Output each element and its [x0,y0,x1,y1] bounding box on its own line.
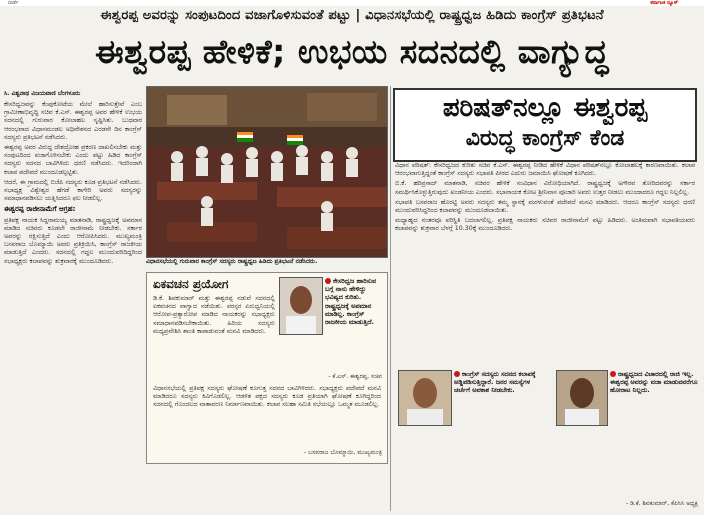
publication-label: ಕರ್ನಾಟಕ ನ್ಯೂಸ್ [650,0,678,6]
ekavachana-box [146,272,388,464]
shivakumar-portrait [556,370,608,426]
left-column [4,101,142,511]
paragraph: ಸಭಾಪತಿ ಬಸವರಾಜ ಹೊರಟ್ಟಿ ಅವರು ಸದಸ್ಯರು ತಮ್ಮ ಸ್ಥಾನಕ್ಕೆ ಮರಳುವಂತೆ ಪದೇಪದೆ ಮನವಿ ಮಾಡಿದರು. ಆದರೂ ಕಾಂಗ್ರೆಸ್ ಸದಸ್ಯರು ಧರಣಿ ಮುಂದುವರಿಸಿದ್ದರಿಂದ ಕಲಾಪವನ್ನು ಮುಂದೂಡಲಾಯಿತು. [395,198,695,215]
assembly-photo-graphic [147,87,387,257]
quote-text: ರಾಷ್ಟ್ರಧ್ವಜದ ವಿಚಾರದಲ್ಲಿ ರಾಜಿ ಇಲ್ಲ. ಈಶ್ವರಪ್ಪ ಅವರನ್ನು ವಜಾ ಮಾಡುವವರೆಗೂ ಹೋರಾಟ ನಿಲ್ಲದು. [610,370,698,395]
paragraph: ಕೇಸರಿಧ್ವಜವನ್ನು ಕೆಂಪುಕೋಟೆಯ ಮೇಲೆ ಹಾರಿಸುತ್ತೇವೆ ಎಂಬ ಗ್ರಾಮೀಣಾಭಿವೃದ್ಧಿ ಸಚಿವ ಕೆ.ಎಸ್. ಈಶ್ವರಪ್ಪ ಅವರ ಹೇಳಿಕೆ ಉಭಯ ಸದನದಲ್ಲಿ ಗುರುವಾರ ಕೋಲಾಹಲ ಸೃಷ್ಟಿಸಿತು. ಬುಧವಾರ ಆರಂಭವಾದ ವಿಧಾನಮಂಡಲ ಅಧಿವೇಶನದ ಎರಡನೇ ದಿನ ಕಾಂಗ್ರೆಸ್ ಸದಸ್ಯರು ಪ್ರತಿಭಟನೆ ನಡೆಸಿದರು. [4,101,142,141]
paragraph: ಪ್ರತಿಪಕ್ಷ ನಾಯಕ ಸಿದ್ದರಾಮಯ್ಯ ಮಾತನಾಡಿ, ರಾಷ್ಟ್ರಧ್ವಜಕ್ಕೆ ಅಪಮಾನ ಮಾಡಿದ ಸಚಿವರು ಕೂಡಲೇ ರಾಜೀನಾಮೆ ನೀಡಬೇಕು. ಸರ್ಕಾರ ಅವರನ್ನು ರಕ್ಷಿಸುತ್ತಿದೆ ಎಂದು ಆರೋಪಿಸಿದರು. ಮುಖ್ಯಮಂತ್ರಿ ಬಸವರಾಜ ಬೊಮ್ಮಾಯಿ ಅವರು ಪ್ರತಿಕ್ರಿಯಿಸಿ, ಕಾಂಗ್ರೆಸ್ ರಾಜಕೀಯ ಮಾಡುತ್ತಿದೆ ಎಂದರು. ಸದನದಲ್ಲಿ ಗದ್ದಲ ಮುಂದುವರಿದಿದ್ದರಿಂದ ಸಭಾಧ್ಯಕ್ಷರು ಕಲಾಪವನ್ನು ಶುಕ್ರವಾರಕ್ಕೆ ಮುಂದೂಡಿದರು. [4,216,142,265]
column-divider [390,86,391,511]
paragraph: ಆದರೆ, ಈ ಗ್ರಾಮದಲ್ಲಿ ಬಿಜೆಪಿ ಸದಸ್ಯರು ಕೂಡ ಪ್ರತಿಭಟನೆ ನಡೆಸಿದರು. ಸಭಾಧ್ಯಕ್ಷ ವಿಶ್ವೇಶ್ವರ ಹೆಗಡೆ ಕಾಗೇರಿ ಅವರು ಸದಸ್ಯರನ್ನು ಸಮಾಧಾನಪಡಿಸಲು ಯತ್ನಿಸಿದರೂ ಫಲ ನೀಡಲಿಲ್ಲ. [4,178,142,203]
photo-caption: ವಿಧಾನಸಭೆಯಲ್ಲಿ ಗುರುವಾರ ಕಾಂಗ್ರೆಸ್ ಸದಸ್ಯರು ರಾಷ್ಟ್ರಧ್ವಜ ಹಿಡಿದು ಪ್ರತಿಭಟನೆ ನಡೆಸಿದರು. [146,258,318,265]
portrait-graphic [280,278,322,334]
kicker-line: ಈಶ್ವರಪ್ಪ ಅವರನ್ನು ಸಂಪುಟದಿಂದ ವಜಾಗೊಳಿಸುವಂತೆ ಪಟ್ಟು | ವಿಧಾನಸಭೆಯಲ್ಲಿ ರಾಷ್ಟ್ರಧ್ವಜ ಹಿಡಿದು ಕಾಂಗ್ರೆಸ್ ಪ್ರತಿಭಟನೆ [100,8,604,23]
quote-bullet-icon [610,371,616,377]
inline-subhead: ಈಶ್ವರಪ್ಪ ರಾಜೀನಾಮೆಗೆ ಆಗ್ರಹ: [4,205,76,214]
paragraph: ಈಶ್ವರಪ್ಪ ಅವರ ವಿರುದ್ಧ ದೇಶದ್ರೋಹ ಪ್ರಕರಣ ದಾಖಲಿಸಬೇಕು ಮತ್ತು ಸಂಪುಟದಿಂದ ವಜಾಗೊಳಿಸಬೇಕು ಎಂದು ಪಟ್ಟು ಹಿಡಿದ ಕಾಂಗ್ರೆಸ್ ಸದಸ್ಯರು ಸದನದ ಬಾವಿಗಿಳಿದು ಧರಣಿ ನಡೆಸಿದರು. ಇದರಿಂದಾಗಿ ಕಲಾಪ ಪದೇಪದೆ ಮುಂದೂಡಲ್ಪಟ್ಟಿತು. [4,144,142,176]
mid-text: ವಿಧಾನಸಭೆಯಲ್ಲಿ ಪ್ರತಿಪಕ್ಷ ಸದಸ್ಯರು ಘೋಷಣೆ ಕೂಗುತ್ತ ಸದನದ ಬಾವಿಗಿಳಿದರು. ಸಭಾಧ್ಯಕ್ಷರು ಪದೇಪದೆ ಮನವಿ ಮಾಡಿದರೂ ಸದಸ್ಯರು ಕಿವಿಗೊಡಲಿಲ್ಲ. ಆಡಳಿತ ಪಕ್ಷದ ಸದಸ್ಯರು ಕೂಡ ಪ್ರತಿಯಾಗಿ ಘೋಷಣೆ ಕೂಗಿದ್ದರಿಂದ ಸದನದಲ್ಲಿ ಗೊಂದಲದ ವಾತಾವರಣ ನಿರ್ಮಾಣವಾಯಿತು. ಕಲಾಪ ಸಲಹಾ ಸಮಿತಿ ಸಭೆಯಲ್ಲೂ ಒಮ್ಮತ ಮೂಡಲಿಲ್ಲ. [153,385,381,409]
box-text: ಡಿ.ಕೆ. ಶಿವಕುಮಾರ್ ಮತ್ತು ಈಶ್ವರಪ್ಪ ನಡುವೆ ಸದನದಲ್ಲಿ ಏಕವಚನದ ವಾಗ್ವಾದ ನಡೆಯಿತು. ಪರಸ್ಪರ ಏರುಧ್ವನಿಯಲ್ಲಿ ಆರೋಪ-ಪ್ರತ್ಯಾರೋಪ ಮಾಡಿದ ನಾಯಕರನ್ನು ಸಭಾಧ್ಯಕ್ಷರು ಸಮಾಧಾನಪಡಿಸಬೇಕಾಯಿತು. ಹಿರಿಯ ಸದಸ್ಯರು ಮಧ್ಯಪ್ರವೇಶಿಸಿ ಶಾಂತಿ ಕಾಪಾಡುವಂತೆ ಮನವಿ ಮಾಡಿದರು. [153,295,275,335]
quote-bullet-icon [325,278,331,284]
dks-quote [610,370,698,440]
paragraph: ವಿಧಾನ ಪರಿಷತ್: ಕೇಸರಿಧ್ವಜದ ಕುರಿತು ಸಚಿವ ಕೆ.ಎಸ್. ಈಶ್ವರಪ್ಪ ನೀಡಿದ ಹೇಳಿಕೆ ವಿಧಾನ ಪರಿಷತ್‌ನಲ್ಲೂ ಕೋಲಾಹಲಕ್ಕೆ ಕಾರಣವಾಯಿತು. ಕಲಾಪ ಆರಂಭವಾಗುತ್ತಿದ್ದಂತೆ ಕಾಂಗ್ರೆಸ್ ಸದಸ್ಯರು ಸಭಾಪತಿ ಪೀಠದ ಎದುರು ಜಮಾಯಿಸಿ ಘೋಷಣೆ ಕೂಗಿದರು. [395,162,695,178]
section-label: ವಾರ್ತೆ [8,0,19,6]
top-strip [0,0,704,6]
quote-text: ಕೇಸರಿಧ್ವಜ ಹಾರಿಸುವ ಬಗ್ಗೆ ನಾನು ಹೇಳಿದ್ದು ಭವಿಷ್ಯದ ಕುರಿತು. ರಾಷ್ಟ್ರಧ್ವಜಕ್ಕೆ ಅಪಮಾನ ಮಾಡಿಲ್ಲ. ಕಾಂಗ್ರೆಸ್ ರಾಜಕೀಯ ಮಾಡುತ್ತಿದೆ. [325,277,377,327]
box-title: ಏಕವಚನ ಪ್ರಯೋಗ [153,277,229,291]
council-headline-line1: ಪರಿಷತ್‌ನಲ್ಲೂ ಈಶ್ವರಪ್ಪ [442,93,648,123]
portrait-graphic [557,371,607,425]
main-headline: ಈಶ್ವರಪ್ಪ ಹೇಳಿಕೆ; ಉಭಯ ಸದನದಲ್ಲಿ ವಾಗ್ಯುದ್ಧ [95,32,609,71]
council-headline-line2: ವಿರುದ್ಧ ಕಾಂಗ್ರೆಸ್ ಕೆಂಡ [465,126,625,151]
assembly-photo [146,86,388,258]
eshwarappa-quote [325,277,383,369]
box-signature: - ಕೆ.ಎಸ್. ಈಶ್ವರಪ್ಪ, ಸಚಿವ [328,373,382,380]
mid-signature: - ಬಸವರಾಜ ಬೊಮ್ಮಾಯಿ, ಮುಖ್ಯಮಂತ್ರಿ [303,449,382,456]
bommai-portrait [398,370,452,426]
paragraph: ಬಿ.ಕೆ. ಹರಿಪ್ರಸಾದ್ ಮಾತನಾಡಿ, ಸಚಿವರ ಹೇಳಿಕೆ ಸಂವಿಧಾನ ವಿರೋಧಿಯಾಗಿದೆ. ರಾಷ್ಟ್ರಧ್ವಜಕ್ಕೆ ಅಗೌರವ ತೋರಿದವರನ್ನು ಸರ್ಕಾರ ಸಮರ್ಥಿಸಿಕೊಳ್ಳುತ್ತಿರುವುದು ಖಂಡನೀಯ ಎಂದರು. ಸಭಾನಾಯಕ ಕೋಟ ಶ್ರೀನಿವಾಸ ಪೂಜಾರಿ ಅವರು ಉತ್ತರ ನೀಡಲು ಮುಂದಾದರೂ ಗದ್ದಲ ನಿಲ್ಲಲಿಲ್ಲ. [395,180,695,196]
quote-text: ಕಾಂಗ್ರೆಸ್ ಸದಸ್ಯರು ಸದನದ ಕಲಾಪಕ್ಕೆ ಅಡ್ಡಿಪಡಿಸುತ್ತಿದ್ದಾರೆ. ಜನರ ಸಮಸ್ಯೆಗಳ ಚರ್ಚೆಗೆ ಅವಕಾಶ ನೀಡಬೇಕು. [454,370,536,395]
eshwarappa-portrait [279,277,323,335]
quote-bullet-icon [454,371,460,377]
dks-signature: - ಡಿ.ಕೆ. ಶಿವಕುಮಾರ್, ಕೆಪಿಸಿಸಿ ಅಧ್ಯಕ್ಷ [626,500,698,507]
cm-quote [454,370,546,440]
byline: ಸಿ. ವಿಶ್ವನಾಥ ವಿಜಯವಾಣಿ ಬೆಂಗಳೂರು [4,90,81,97]
council-headline-box [393,88,697,162]
right-column [395,162,695,367]
portrait-graphic [399,371,451,425]
paragraph: ಮಧ್ಯಾಹ್ನದ ನಂತರವೂ ಪರಿಸ್ಥಿತಿ ಬದಲಾಗಲಿಲ್ಲ. ಪ್ರತಿಪಕ್ಷ ನಾಯಕರು ಸಚಿವರ ರಾಜೀನಾಮೆಗೆ ಪಟ್ಟು ಹಿಡಿದರು. ಅಂತಿಮವಾಗಿ ಸಭಾಪತಿಯವರು ಕಲಾಪವನ್ನು ಶುಕ್ರವಾರ ಬೆಳಗ್ಗೆ 10.30ಕ್ಕೆ ಮುಂದೂಡಿದರು. [395,217,695,233]
